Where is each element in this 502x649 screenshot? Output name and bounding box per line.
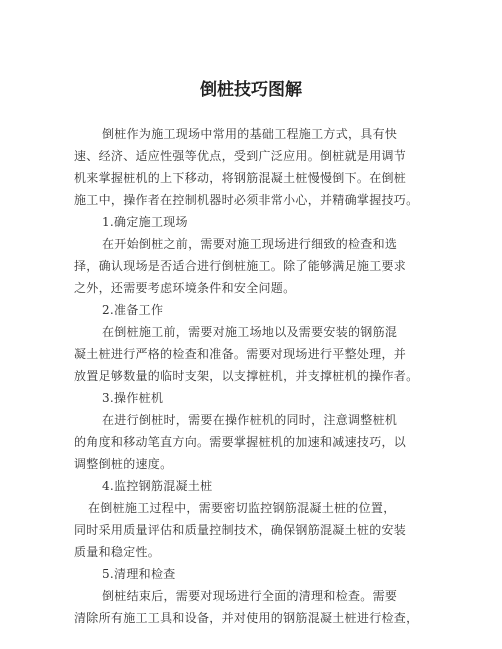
- section-heading: 1.确定施工现场: [102, 215, 188, 229]
- document-title: 倒桩技巧图解: [200, 80, 302, 100]
- body-line: 凝土桩进行严格的检查和准备。需要对现场进行平整处理，并: [74, 347, 407, 361]
- section-heading: 4.监控钢筋混凝土桩: [102, 479, 213, 493]
- section-heading: 3.操作桩机: [102, 391, 164, 405]
- body-line: 择，确认现场是否适合进行倒桩施工。除了能够满足施工要求: [74, 259, 407, 273]
- body-line: 放置足够数量的临时支架，以支撑桩机，并支撑桩机的操作者。: [74, 369, 419, 383]
- body-line: 施工中，操作者在控制机器时必须非常小心，并精确掌握技巧。: [74, 193, 419, 207]
- body-line: 速、经济、适应性强等优点，受到广泛应用。倒桩就是用调节: [74, 149, 407, 163]
- section-heading: 2.准备工作: [102, 303, 164, 317]
- body-line: 在倒桩施工前，需要对施工场地以及需要安装的钢筋混: [102, 325, 398, 339]
- body-line: 在倒桩施工过程中，需要密切监控钢筋混凝土桩的位置，: [88, 501, 396, 515]
- body-line: 倒桩作为施工现场中常用的基础工程施工方式，具有快: [102, 127, 398, 141]
- body-line: 在进行倒桩时，需要在操作桩机的同时，注意调整桩机: [102, 413, 398, 427]
- body-line: 机来掌握桩机的上下移动，将钢筋混凝土桩慢慢倒下。在倒桩: [74, 171, 407, 185]
- body-line: 的角度和移动笔直方向。需要掌握桩机的加速和减速技巧，以: [74, 435, 407, 449]
- section-heading: 5.清理和检查: [102, 567, 176, 581]
- body-line: 调整倒桩的速度。: [74, 457, 173, 471]
- body-line: 在开始倒桩之前，需要对施工现场进行细致的检查和选: [102, 237, 398, 251]
- body-line: 倒桩结束后，需要对现场进行全面的清理和检查。需要: [102, 589, 398, 603]
- body-line: 清除所有施工工具和设备，并对使用的钢筋混凝土桩进行检查，: [74, 611, 419, 625]
- body-line: 同时采用质量评估和质量控制技术，确保钢筋混凝土桩的安装: [74, 523, 407, 537]
- body-line: 之外，还需要考虑环境条件和安全问题。: [74, 281, 296, 295]
- body-line: 质量和稳定性。: [74, 545, 161, 559]
